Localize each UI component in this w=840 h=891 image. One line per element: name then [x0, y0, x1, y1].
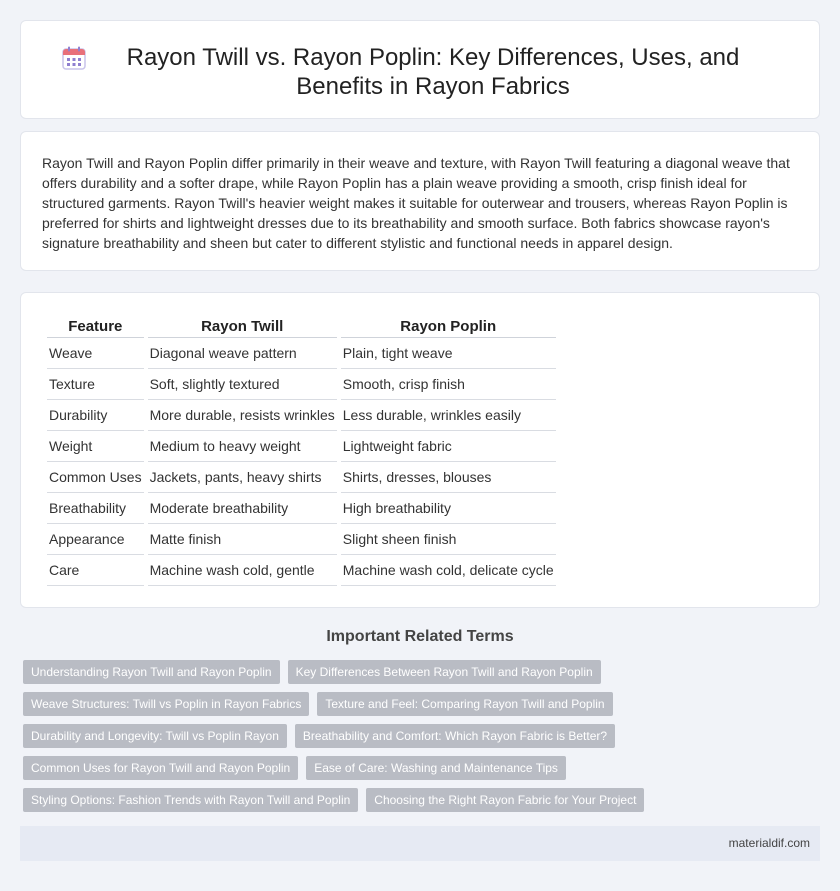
cell-feature: Common Uses	[47, 462, 144, 493]
cell-feature: Breathability	[47, 493, 144, 524]
table-row	[47, 462, 556, 493]
cell-feature: Weight	[47, 431, 144, 462]
cell-poplin: High breathability	[341, 493, 556, 524]
cell-feature: Durability	[47, 400, 144, 431]
related-term-tag[interactable]: Common Uses for Rayon Twill and Rayon Poplin	[23, 756, 298, 780]
table-row	[47, 524, 556, 555]
comparison-table	[43, 316, 560, 586]
column-header-feature: Feature	[47, 316, 144, 338]
cell-poplin: Slight sheen finish	[341, 524, 556, 555]
related-terms-list	[23, 660, 813, 820]
related-term-tag[interactable]: Texture and Feel: Comparing Rayon Twill and Poplin	[317, 692, 612, 716]
calendar-icon	[61, 45, 87, 71]
table-row	[47, 369, 556, 400]
cell-poplin: Lightweight fabric	[341, 431, 556, 462]
cell-poplin: Shirts, dresses, blouses	[341, 462, 556, 493]
table-row	[47, 400, 556, 431]
related-term-tag[interactable]: Key Differences Between Rayon Twill and Rayon Poplin	[288, 660, 601, 684]
related-term-tag[interactable]: Understanding Rayon Twill and Rayon Poplin	[23, 660, 280, 684]
related-term-tag[interactable]: Breathability and Comfort: Which Rayon Fabric is Better?	[295, 724, 615, 748]
cell-poplin: Machine wash cold, delicate cycle	[341, 555, 556, 586]
tag-row	[23, 724, 813, 748]
footer	[20, 826, 820, 861]
cell-poplin: Plain, tight weave	[341, 338, 556, 369]
intro-card	[20, 131, 820, 271]
cell-twill: Soft, slightly textured	[148, 369, 337, 400]
tag-row	[23, 660, 813, 684]
header-card	[20, 20, 820, 119]
site-name[interactable]: materialdif.com	[728, 836, 810, 850]
table-row	[47, 431, 556, 462]
column-header-rayon-twill: Rayon Twill	[148, 316, 337, 338]
table-row	[47, 338, 556, 369]
title-wrap	[61, 43, 799, 101]
cell-twill: Jackets, pants, heavy shirts	[148, 462, 337, 493]
cell-twill: Machine wash cold, gentle	[148, 555, 337, 586]
cell-twill: Diagonal weave pattern	[148, 338, 337, 369]
related-term-tag[interactable]: Styling Options: Fashion Trends with Rayon Twill and Poplin	[23, 788, 358, 812]
cell-feature: Weave	[47, 338, 144, 369]
cell-poplin: Less durable, wrinkles easily	[341, 400, 556, 431]
intro-paragraph: Rayon Twill and Rayon Poplin differ primarily in their weave and texture, with Rayon Twill featuring a diagonal weave that offers durability and a softer drape, while Rayon Poplin has a plain weave providing a smooth, crisp finish ideal for structured garments. Rayon Twill's heavier weight makes it suitable for outerwear and trousers, whereas Rayon Poplin is preferred for shirts and lightweight dresses due to its breathability and smooth surface. Both fabrics showcase rayon's signature breathability and sheen but cater to different stylistic and functional needs in apparel design.	[42, 155, 790, 251]
cell-twill: More durable, resists wrinkles	[148, 400, 337, 431]
table-header-row	[47, 316, 556, 338]
column-header-rayon-poplin: Rayon Poplin	[341, 316, 556, 338]
related-term-tag[interactable]: Choosing the Right Rayon Fabric for Your Project	[366, 788, 644, 812]
tag-row	[23, 756, 813, 780]
cell-feature: Care	[47, 555, 144, 586]
table-row	[47, 493, 556, 524]
related-term-tag[interactable]: Ease of Care: Washing and Maintenance Tips	[306, 756, 566, 780]
page-title: Rayon Twill vs. Rayon Poplin: Key Differences, Uses, and Benefits in Rayon Fabrics	[126, 44, 740, 100]
related-terms-title: Important Related Terms	[326, 628, 514, 645]
cell-twill: Matte finish	[148, 524, 337, 555]
cell-twill: Medium to heavy weight	[148, 431, 337, 462]
cell-twill: Moderate breathability	[148, 493, 337, 524]
table-row	[47, 555, 556, 586]
cell-feature: Texture	[47, 369, 144, 400]
comparison-card	[20, 292, 820, 608]
tag-row	[23, 692, 813, 716]
related-term-tag[interactable]: Weave Structures: Twill vs Poplin in Rayon Fabrics	[23, 692, 309, 716]
tag-row	[23, 788, 813, 812]
cell-poplin: Smooth, crisp finish	[341, 369, 556, 400]
cell-feature: Appearance	[47, 524, 144, 555]
related-term-tag[interactable]: Durability and Longevity: Twill vs Poplin Rayon	[23, 724, 287, 748]
